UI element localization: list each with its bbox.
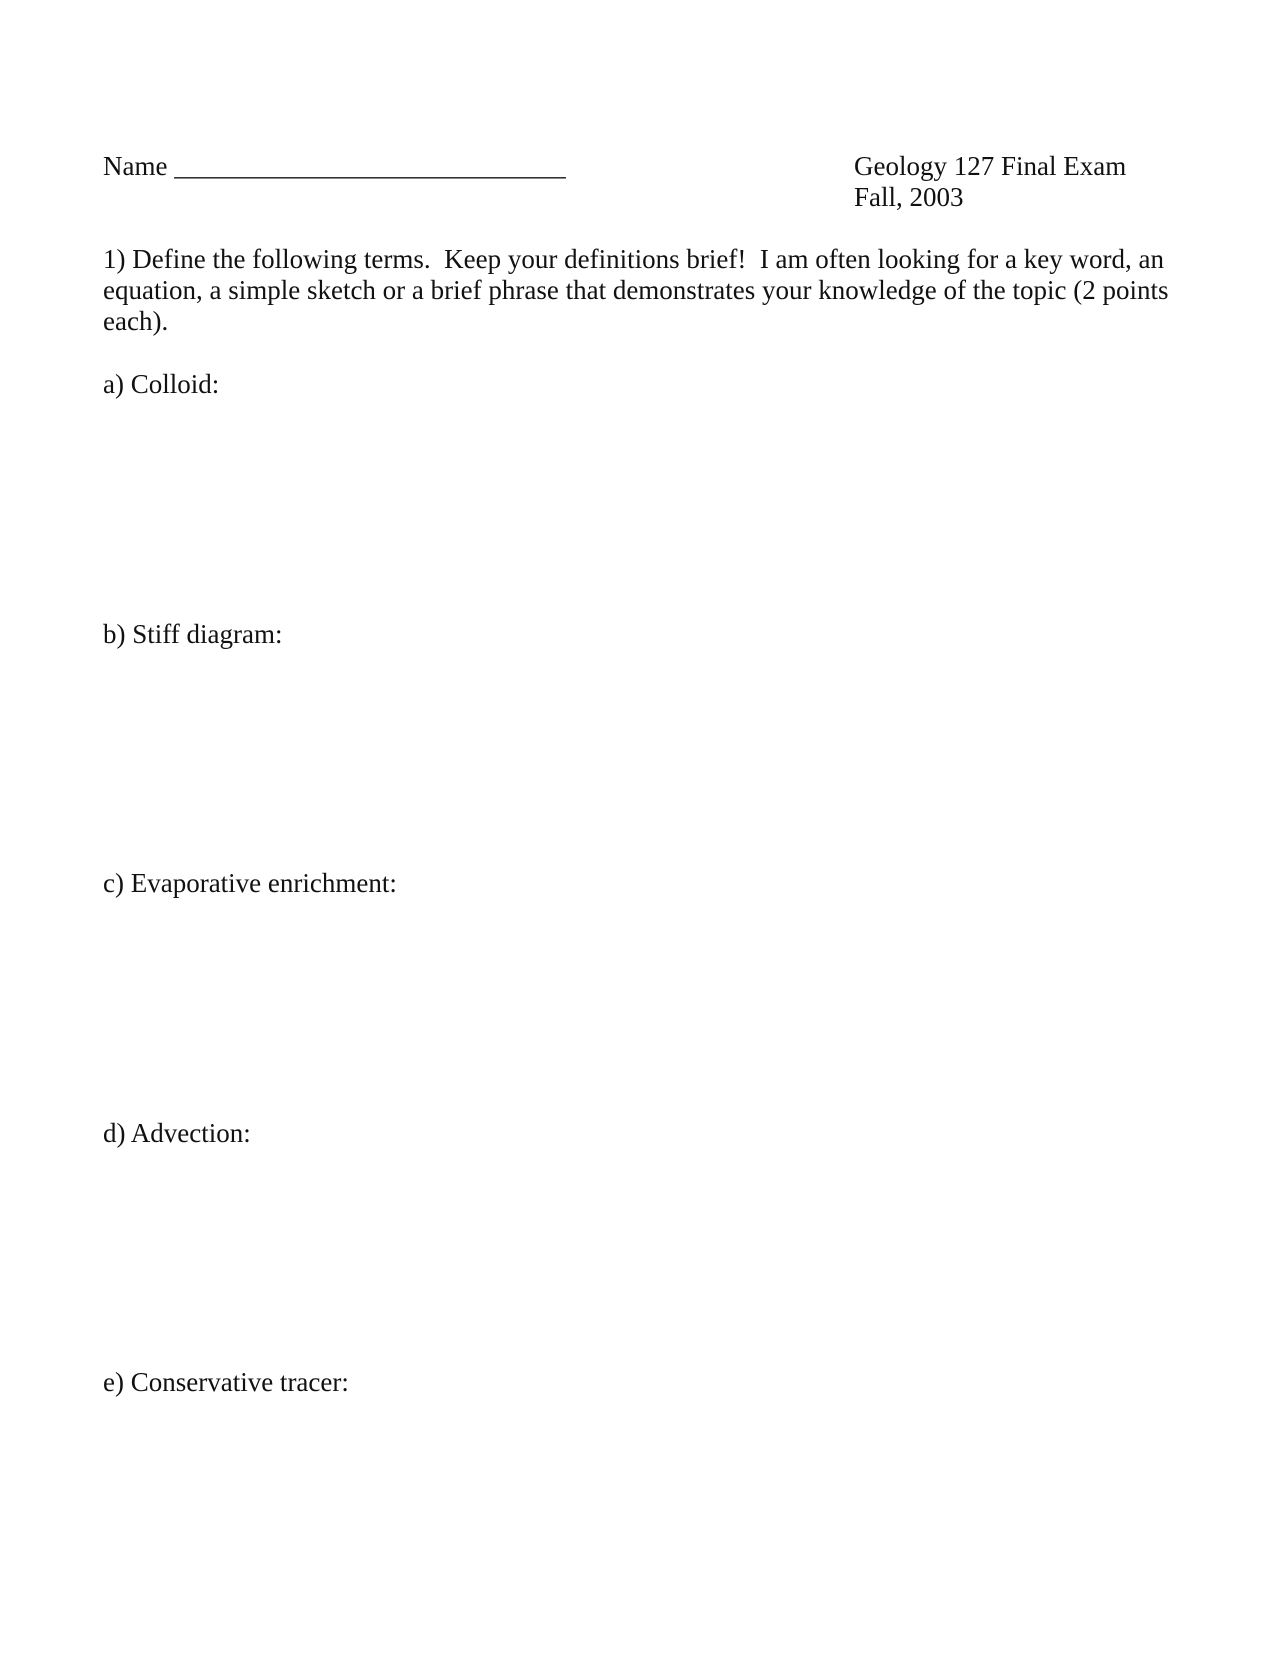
instructions-line: each). (103, 306, 169, 336)
question-1-instructions (103, 244, 1183, 337)
instructions-line: 1) Define the following terms. Keep your definitions brief! I am often looking for a key word, an (103, 244, 1164, 274)
term-advection: d) Advection: (103, 1118, 251, 1148)
instructions-line: equation, a simple sketch or a brief phrase that demonstrates your knowledge of the topic (2 points (103, 275, 1169, 305)
term-colloid: a) Colloid: (103, 369, 220, 399)
exam-title: Geology 127 Final Exam (854, 151, 1127, 181)
term-conservative-tracer: e) Conservative tracer: (103, 1367, 349, 1397)
term-evaporative-enrichment: c) Evaporative enrichment: (103, 868, 397, 898)
term-stiff-diagram: b) Stiff diagram: (103, 619, 283, 649)
name-field-label: Name _____________________________ (103, 151, 566, 181)
exam-term: Fall, 2003 (854, 182, 964, 212)
